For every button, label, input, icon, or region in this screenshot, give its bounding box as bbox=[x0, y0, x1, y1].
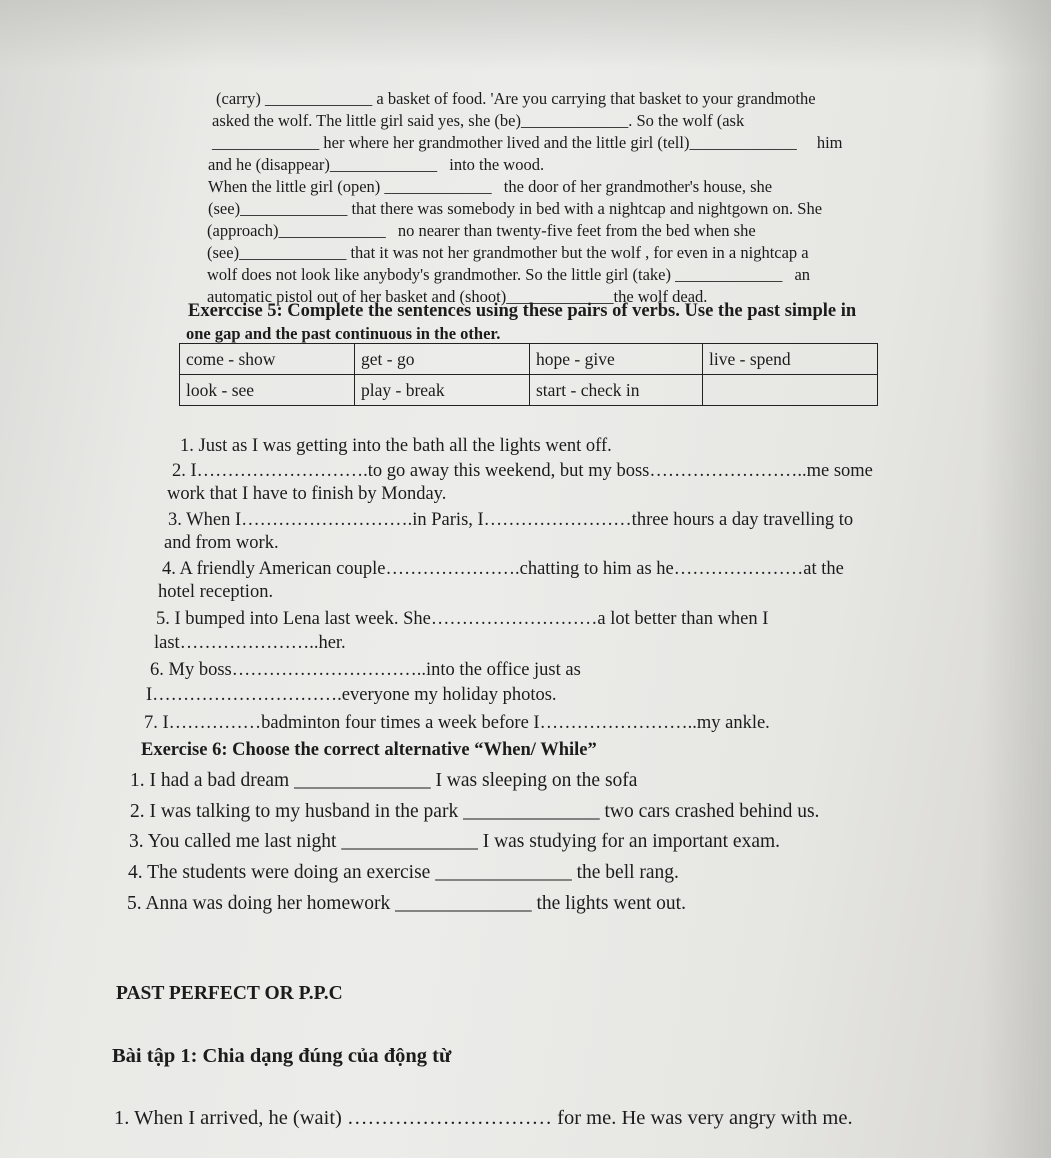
answer-blank[interactable]: ______________ bbox=[294, 770, 431, 791]
ex5-item-3-cont: and from work. bbox=[164, 533, 279, 553]
ex5-item-4-cont: hotel reception. bbox=[158, 582, 274, 602]
ppc-item-1: 1. When I arrived, he (wait) ………………………… for me. He was very angry with me. bbox=[114, 1107, 853, 1129]
ex5-item-2-cont: work that I have to finish by Monday. bbox=[167, 484, 447, 504]
ex5-item-4[interactable]: 4. A friendly American couple………………….chatting to him as he…………………at the bbox=[162, 559, 844, 579]
answer-blank[interactable]: _____________ bbox=[521, 111, 629, 130]
answer-blank[interactable]: ………………………… bbox=[347, 1107, 552, 1129]
ex5-item-6-cont[interactable]: I………………………….everyone my holiday photos. bbox=[146, 685, 557, 705]
passage-line-4: and he (disappear)_____________ into the wood. bbox=[208, 155, 545, 174]
answer-blank[interactable]: _____________ bbox=[240, 199, 348, 218]
passage-line-6: (see)_____________ that there was somebody in bed with a nightcap and nightgown on. She bbox=[208, 199, 823, 218]
answer-blank[interactable]: _____________ bbox=[689, 133, 797, 152]
table-row bbox=[180, 344, 878, 375]
ex5-item-6[interactable]: 6. My boss…………………………..into the office just as bbox=[150, 660, 581, 680]
answer-blank[interactable]: ______________ bbox=[341, 831, 478, 852]
ex6-item-4: 4. The students were doing an exercise ______________ the bell rang. bbox=[128, 862, 679, 883]
answer-blank[interactable]: _____________ bbox=[384, 177, 492, 196]
passage-line-7: (approach)_____________ no nearer than twenty-five feet from the bed when she bbox=[207, 221, 756, 240]
section-heading: PAST PERFECT OR P.P.C bbox=[116, 983, 343, 1004]
answer-blank[interactable]: ______________ bbox=[395, 893, 532, 914]
table-cell: start - check in bbox=[530, 375, 703, 406]
exercise-6-title: Exercise 6: Choose the correct alternative “When/ While” bbox=[141, 740, 597, 760]
ex5-item-5-cont[interactable]: last…………………..her. bbox=[154, 633, 346, 653]
passage-line-8: (see)_____________ that it was not her grandmother but the wolf , for even in a nightcap a bbox=[207, 243, 809, 262]
table-cell: come - show bbox=[180, 344, 355, 375]
ex5-item-3[interactable]: 3. When I……………………….in Paris, I……………………three hours a day travelling to bbox=[168, 510, 854, 530]
table-cell: live - spend bbox=[703, 344, 878, 375]
verb-pairs-table bbox=[179, 343, 878, 406]
table-cell: look - see bbox=[180, 375, 355, 406]
paper-shadow-top bbox=[0, 0, 1051, 70]
table-cell bbox=[703, 375, 878, 406]
ex5-item-7[interactable]: 7. I……………badminton four times a week before I……………………..my ankle. bbox=[144, 713, 770, 733]
task-heading: Bài tập 1: Chia dạng đúng của động từ bbox=[112, 1045, 452, 1067]
passage-line-10: automatic pistol out of her basket and (shoot)_____________the wolf dead. bbox=[207, 287, 708, 306]
ex6-item-2: 2. I was talking to my husband in the park ______________ two cars crashed behind us. bbox=[130, 801, 820, 822]
ex5-item-2[interactable]: 2. I……………………….to go away this weekend, but my boss……………………..me some bbox=[172, 461, 873, 481]
answer-blank[interactable]: _____________ bbox=[239, 243, 347, 262]
answer-blank[interactable]: _____________ bbox=[265, 89, 373, 108]
passage-line-3: _____________ her where her grandmother lived and the little girl (tell)_____________ him bbox=[212, 133, 843, 152]
ex6-item-1: 1. I had a bad dream ______________ I was sleeping on the sofa bbox=[130, 770, 638, 791]
paper-shadow-right bbox=[981, 0, 1051, 1158]
exercise-5-title-cont: one gap and the past continuous in the other. bbox=[186, 324, 501, 343]
ex6-item-5: 5. Anna was doing her homework ______________ the lights went out. bbox=[127, 893, 686, 914]
ex5-item-1: 1. Just as I was getting into the bath all the lights went off. bbox=[180, 436, 612, 456]
answer-blank[interactable]: _____________ bbox=[675, 265, 783, 284]
answer-blank[interactable]: ______________ bbox=[463, 801, 600, 822]
ex6-item-3: 3. You called me last night ______________ I was studying for an important exam. bbox=[129, 831, 781, 852]
answer-blank[interactable]: _____________ bbox=[329, 155, 438, 174]
answer-blank[interactable]: _____________ bbox=[506, 287, 614, 306]
passage-line-2: asked the wolf. The little girl said yes, she (be)_____________. So the wolf (ask bbox=[212, 111, 745, 130]
table-cell: play - break bbox=[355, 375, 530, 406]
answer-blank[interactable]: _____________ bbox=[278, 221, 386, 240]
ex5-item-5[interactable]: 5. I bumped into Lena last week. She………………………a lot better than when I bbox=[156, 609, 769, 629]
exercise-5-title: Exerccise 5: Complete the sentences using these pairs of verbs. Use the past simple in bbox=[188, 301, 857, 321]
table-cell: get - go bbox=[355, 344, 530, 375]
table-row bbox=[180, 375, 878, 406]
answer-blank[interactable]: _____________ bbox=[212, 133, 320, 152]
passage-line-1: (carry) _____________ a basket of food. 'Are you carrying that basket to your grandmothe bbox=[216, 89, 816, 108]
passage-line-5: When the little girl (open) _____________ the door of her grandmother's house, she bbox=[208, 177, 773, 196]
answer-blank[interactable]: ______________ bbox=[435, 862, 572, 883]
table-cell: hope - give bbox=[530, 344, 703, 375]
passage-line-9: wolf does not look like anybody's grandmother. So the little girl (take) _____________ an bbox=[207, 265, 811, 284]
